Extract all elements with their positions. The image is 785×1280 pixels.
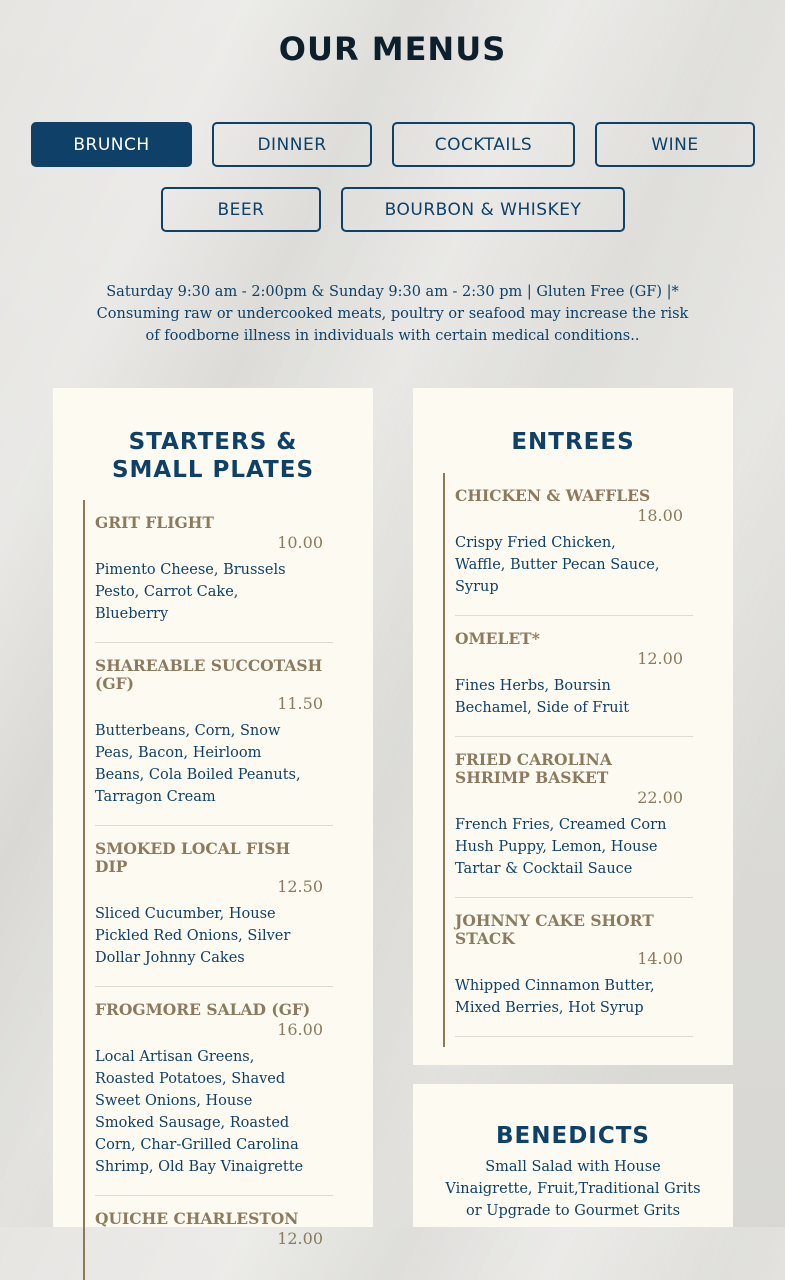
item-description: Local Artisan Greens, Roasted Potatoes, Shaved Sweet Onions, House Smoked Sausage, Roasted Corn, Char-Grilled Carolina Shrimp, Old Bay Vinaigrette xyxy=(95,1049,304,1175)
item-price: 16.00 xyxy=(277,1020,323,1039)
tab-wine[interactable]: WINE xyxy=(595,122,755,167)
page-title: OUR MENUS xyxy=(278,30,507,68)
menu-item xyxy=(95,643,333,826)
tab-brunch[interactable]: BRUNCH xyxy=(31,122,192,167)
item-name: FRIED CAROLINA SHRIMP BASKET xyxy=(455,750,612,787)
benedicts-card xyxy=(413,1084,733,1227)
item-name: CHICKEN & WAFFLES xyxy=(455,486,651,505)
menu-item xyxy=(95,826,333,987)
benedicts-subtitle: Small Salad with House Vinaigrette, Fruit,Traditional Grits or Upgrade to Gourmet Grits xyxy=(445,1159,701,1219)
hours-text: Saturday 9:30 am - 2:00pm & Sunday 9:30 am - 2:30 pm | Gluten Free (GF) |* xyxy=(106,284,679,300)
benedicts-title: BENEDICTS xyxy=(496,1123,650,1149)
tab-dinner[interactable]: DINNER xyxy=(212,122,372,167)
item-name: JOHNNY CAKE SHORT STACK xyxy=(455,911,654,948)
item-description: Fines Herbs, Boursin Bechamel, Side of Fruit xyxy=(455,678,630,716)
item-description: French Fries, Creamed Corn Hush Puppy, Lemon, House Tartar & Cocktail Sauce xyxy=(455,817,667,877)
item-price: 12.50 xyxy=(277,877,323,896)
tab-cocktails[interactable]: COCKTAILS xyxy=(392,122,575,167)
item-price: 14.00 xyxy=(637,949,683,968)
menu-item xyxy=(455,473,693,616)
tab-bourbon-whiskey[interactable]: BOURBON & WHISKEY xyxy=(341,187,625,232)
item-name: SHAREABLE SUCCOTASH (GF) xyxy=(95,656,323,693)
menu-item xyxy=(95,1196,333,1280)
menu-item xyxy=(95,987,333,1196)
starters-title: STARTERS & SMALL PLATES xyxy=(111,429,315,483)
starters-list xyxy=(83,500,333,1280)
starters-card xyxy=(53,388,373,1248)
item-name: OMELET* xyxy=(455,629,540,648)
item-name: GRIT FLIGHT xyxy=(95,513,214,532)
menu-item xyxy=(455,898,693,1037)
menu-item xyxy=(455,737,693,898)
entrees-title: ENTREES xyxy=(511,429,635,455)
item-name: QUICHE CHARLESTON xyxy=(95,1209,299,1228)
item-description: Crispy Fried Chicken, Waffle, Butter Pecan Sauce, Syrup xyxy=(455,535,660,595)
menu-item xyxy=(455,616,693,737)
item-description: Butterbeans, Corn, Snow Peas, Bacon, Heirloom Beans, Cola Boiled Peanuts, Tarragon Cream xyxy=(95,723,301,805)
item-price: 22.00 xyxy=(637,788,683,807)
item-price: 12.00 xyxy=(277,1229,323,1248)
item-price: 12.00 xyxy=(637,649,683,668)
item-name: SMOKED LOCAL FISH DIP xyxy=(95,839,291,876)
entrees-card xyxy=(413,388,733,1065)
item-price: 11.50 xyxy=(277,694,323,713)
tab-beer[interactable]: BEER xyxy=(161,187,321,232)
item-name: FROGMORE SALAD (GF) xyxy=(95,1000,311,1019)
item-description: Pimento Cheese, Brussels Pesto, Carrot Cake, Blueberry xyxy=(95,562,286,622)
item-description: Sliced Cucumber, House Pickled Red Onions, Silver Dollar Johnny Cakes xyxy=(95,906,291,966)
menu-item xyxy=(95,500,333,643)
allergy-warning: Consuming raw or undercooked meats, poultry or seafood may increase the risk of foodborne illness in individuals with certain medical conditions.. xyxy=(96,306,689,344)
entrees-list xyxy=(443,473,693,1047)
hours-notice xyxy=(95,281,690,347)
item-description: Whipped Cinnamon Butter, Mixed Berries, Hot Syrup xyxy=(455,978,655,1016)
item-price: 18.00 xyxy=(637,506,683,525)
item-price: 10.00 xyxy=(277,533,323,552)
